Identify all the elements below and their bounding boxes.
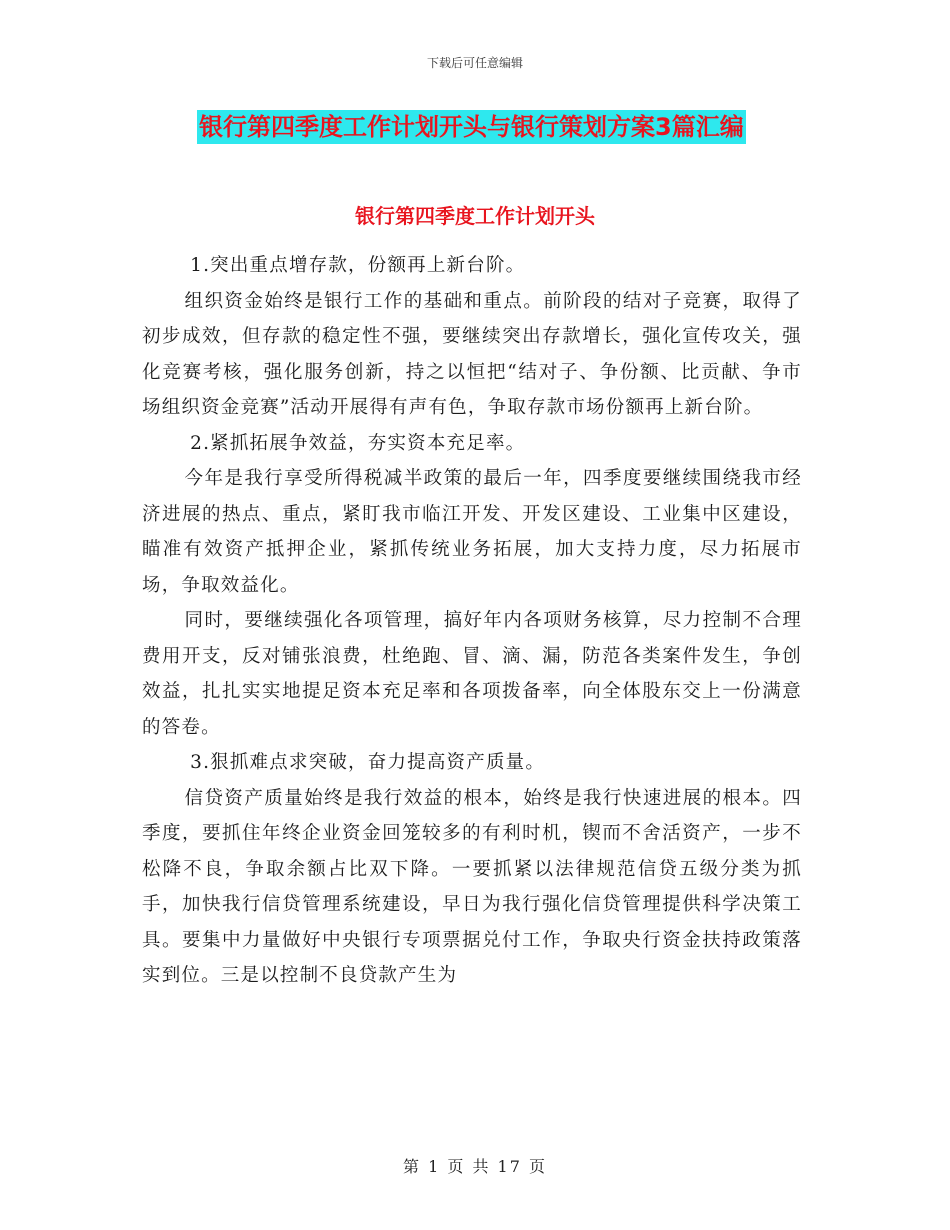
header-note: 下载后可任意编辑 [426,56,523,70]
paragraph-heading-3: 3.狠抓难点求突破，奋力提高资产质量。 [190,752,546,773]
paragraph-heading-1: 1.突出重点增存款，份额再上新台阶。 [190,255,526,276]
paragraph-heading-2: 2.紧抓拓展争效益，夯实资本充足率。 [190,432,526,454]
document-title: 银行第四季度工作计划开头与银行策划方案3篇汇编 [197,110,746,144]
page-footer: 第 1 页 共 17 页 [403,1157,547,1176]
document-title-container [197,110,746,144]
section-title: 银行第四季度工作计划开头 [355,204,595,228]
body-content [142,248,802,994]
paragraph: 信贷资产质量始终是我行效益的根本，始终是我行快速进展的根本。四季度，要抓住年终企业资金回笼较多的有利时机，锲而不舍活资产，一步不松降不良，争取余额占比双下降。一要抓紧以法律规范信贷五级分类为抓手，加快我行信贷管理系统建设，早日为我行强化信贷管理提供科学决策工具。要集中力量做好中央银行专项票据兑付工作，争取央行资金扶持政策落实到位。三是以控制不良贷款产生为 [142,787,802,986]
paragraph: 同时，要继续强化各项管理，搞好年内各项财务核算，尽力控制不合理费用开支，反对铺张浪费，杜绝跑、冒、滴、漏，防范各类案件发生，争创效益，扎扎实实地提足资本充足率和各项拨备率，向全体股东交上一份满意的答卷。 [142,610,802,738]
paragraph: 今年是我行享受所得税减半政策的最后一年，四季度要继续围绕我市经济进展的热点、重点，紧盯我市临江开发、开发区建设、工业集中区建设，瞄准有效资产抵押企业，紧抓传统业务拓展，加大支持力度，尽力拓展市场，争取效益化。 [142,468,802,596]
paragraph: 组织资金始终是银行工作的基础和重点。前阶段的结对子竞赛，取得了初步成效，但存款的稳定性不强，要继续突出存款增长，强化宣传攻关，强化竞赛考核，强化服务创新，持之以恒把“结对子、争份额、比贡献、争市场组织资金竞赛”活动开展得有声有色，争取存款市场份额再上新台阶。 [142,290,802,418]
